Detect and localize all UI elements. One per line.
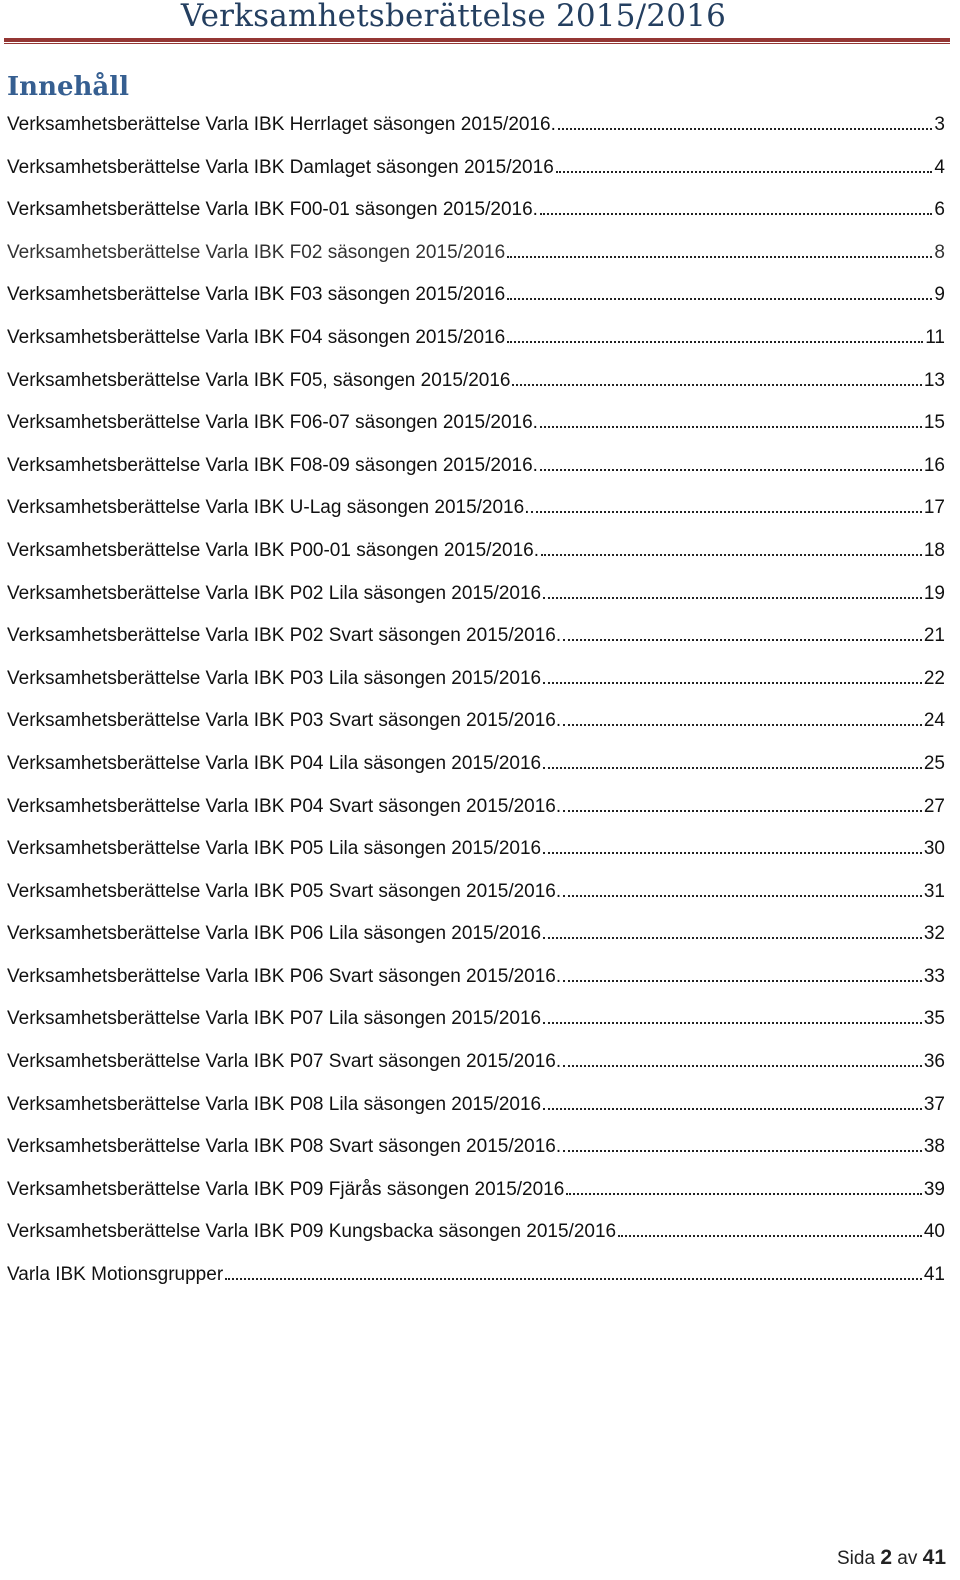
toc-entry[interactable] bbox=[7, 573, 945, 616]
toc-entry-title[interactable]: Verksamhetsberättelse Varla IBK P02 Lila säsongen 2015/2016 bbox=[7, 582, 542, 604]
footer-total-pages: 41 bbox=[922, 1546, 946, 1569]
toc-entry[interactable] bbox=[7, 871, 945, 914]
toc-entry-title[interactable]: Verksamhetsberättelse Varla IBK P09 Kungsbacka säsongen 2015/2016 bbox=[7, 1221, 617, 1243]
toc-entry[interactable] bbox=[7, 1041, 945, 1084]
toc-dot-leader bbox=[540, 469, 922, 471]
footer-separator: av bbox=[897, 1548, 918, 1569]
toc-entry[interactable] bbox=[7, 487, 945, 530]
toc-dot-leader bbox=[512, 384, 921, 386]
toc-entry[interactable] bbox=[7, 147, 945, 190]
toc-entry-title[interactable]: Verksamhetsberättelse Varla IBK P03 Lila säsongen 2015/2016 bbox=[7, 667, 542, 689]
toc-entry-page-number[interactable]: 32 bbox=[923, 923, 945, 945]
toc-entry-title[interactable]: Verksamhetsberättelse Varla IBK Damlaget säsongen 2015/2016 bbox=[7, 156, 554, 178]
toc-entry[interactable] bbox=[7, 530, 945, 573]
header-rule bbox=[4, 38, 950, 42]
toc-entry-page-number[interactable]: 33 bbox=[923, 965, 945, 987]
toc-dot-leader bbox=[507, 256, 932, 258]
toc-entry[interactable] bbox=[7, 700, 945, 743]
toc-dot-leader bbox=[507, 341, 923, 343]
toc-entry[interactable] bbox=[7, 274, 945, 317]
toc-entry[interactable] bbox=[7, 913, 945, 956]
toc-dot-leader bbox=[556, 171, 933, 173]
toc-entry-page-number[interactable]: 38 bbox=[923, 1136, 945, 1158]
toc-entry-page-number[interactable]: 22 bbox=[923, 667, 945, 689]
toc-entry-title[interactable]: Verksamhetsberättelse Varla IBK F04 säsongen 2015/2016 bbox=[7, 326, 506, 348]
toc-entry-page-number[interactable]: 6 bbox=[934, 199, 945, 221]
toc-entry-title[interactable]: Verksamhetsberättelse Varla IBK P06 Lila säsongen 2015/2016 bbox=[7, 923, 542, 945]
toc-entry[interactable] bbox=[7, 1169, 945, 1212]
toc-entry[interactable] bbox=[7, 360, 945, 403]
toc-entry-title[interactable]: Verksamhetsberättelse Varla IBK F06-07 säsongen 2015/2016. bbox=[7, 412, 538, 434]
toc-dot-leader bbox=[543, 767, 922, 769]
toc-entry-page-number[interactable]: 9 bbox=[934, 284, 945, 306]
toc-entry[interactable] bbox=[7, 1211, 945, 1254]
toc-entry-page-number[interactable]: 15 bbox=[923, 412, 945, 434]
document-title: Verksamhetsberättelse 2015/2016 bbox=[180, 0, 726, 34]
toc-dot-leader bbox=[543, 1022, 922, 1024]
toc-entry-title[interactable]: Verksamhetsberättelse Varla IBK P03 Svart säsongen 2015/2016. bbox=[7, 710, 562, 732]
toc-entry[interactable] bbox=[7, 956, 945, 999]
toc-entry-title[interactable]: Verksamhetsberättelse Varla IBK P07 Svart säsongen 2015/2016. bbox=[7, 1051, 562, 1073]
toc-entry-page-number[interactable]: 24 bbox=[923, 710, 945, 732]
toc-entry[interactable] bbox=[7, 998, 945, 1041]
toc-entry[interactable] bbox=[7, 1126, 945, 1169]
toc-dot-leader bbox=[558, 128, 933, 130]
toc-entry-title[interactable]: Verksamhetsberättelse Varla IBK P08 Svart säsongen 2015/2016. bbox=[7, 1136, 562, 1158]
toc-entry-page-number[interactable]: 11 bbox=[925, 326, 945, 348]
toc-entry-page-number[interactable]: 36 bbox=[923, 1051, 945, 1073]
toc-entry-title[interactable]: Verksamhetsberättelse Varla IBK U-Lag säsongen 2015/2016. bbox=[7, 497, 530, 519]
toc-entry[interactable] bbox=[7, 828, 945, 871]
header-rule-thin bbox=[4, 43, 950, 44]
toc-dot-leader bbox=[543, 1108, 922, 1110]
toc-entry-page-number[interactable]: 25 bbox=[923, 752, 945, 774]
toc-entry-page-number[interactable]: 37 bbox=[923, 1093, 945, 1115]
toc-dot-leader bbox=[531, 511, 921, 513]
toc-entry-page-number[interactable]: 21 bbox=[923, 625, 945, 647]
toc-dot-leader bbox=[543, 597, 922, 599]
toc-dot-leader bbox=[566, 1193, 922, 1195]
toc-entry-page-number[interactable]: 16 bbox=[923, 454, 945, 476]
toc-entry-page-number[interactable]: 19 bbox=[923, 582, 945, 604]
toc-entry-title[interactable]: Verksamhetsberättelse Varla IBK P00-01 säsongen 2015/2016. bbox=[7, 539, 539, 561]
toc-dot-leader bbox=[541, 554, 922, 556]
toc-entry[interactable] bbox=[7, 104, 945, 147]
toc-entry-title[interactable]: Verksamhetsberättelse Varla IBK P04 Lila säsongen 2015/2016 bbox=[7, 752, 542, 774]
toc-entry-page-number[interactable]: 8 bbox=[934, 241, 945, 263]
toc-entry-title[interactable]: Verksamhetsberättelse Varla IBK F03 säsongen 2015/2016 bbox=[7, 284, 506, 306]
toc-dot-leader bbox=[563, 1065, 922, 1067]
toc-entry-title[interactable]: Verksamhetsberättelse Varla IBK P07 Lila säsongen 2015/2016 bbox=[7, 1008, 542, 1030]
toc-entry[interactable] bbox=[7, 445, 945, 488]
toc-heading: Innehåll bbox=[7, 72, 130, 102]
toc-entry[interactable] bbox=[7, 1084, 945, 1127]
toc-entry-page-number[interactable]: 3 bbox=[934, 114, 945, 135]
toc-entry-page-number[interactable]: 40 bbox=[923, 1221, 945, 1243]
toc-dot-leader bbox=[563, 895, 922, 897]
table-of-contents bbox=[7, 104, 945, 1297]
toc-entry-title[interactable]: Verksamhetsberättelse Varla IBK P04 Svart säsongen 2015/2016. bbox=[7, 795, 562, 817]
page-header bbox=[0, 0, 960, 46]
toc-entry-page-number[interactable]: 17 bbox=[923, 497, 945, 519]
toc-entry-title[interactable]: Varla IBK Motionsgrupper bbox=[7, 1264, 224, 1286]
toc-entry-page-number[interactable]: 18 bbox=[923, 539, 945, 561]
toc-dot-leader bbox=[540, 426, 922, 428]
toc-entry-title[interactable]: Verksamhetsberättelse Varla IBK F05, säsongen 2015/2016 bbox=[7, 369, 511, 391]
toc-entry[interactable] bbox=[7, 743, 945, 786]
toc-entry-page-number[interactable]: 13 bbox=[923, 369, 945, 391]
toc-entry-title[interactable]: Verksamhetsberättelse Varla IBK P09 Fjärås säsongen 2015/2016 bbox=[7, 1178, 565, 1200]
toc-entry-page-number[interactable]: 35 bbox=[923, 1008, 945, 1030]
toc-entry-page-number[interactable]: 31 bbox=[923, 880, 945, 902]
toc-dot-leader bbox=[563, 810, 922, 812]
toc-entry[interactable] bbox=[7, 232, 945, 275]
toc-entry[interactable] bbox=[7, 402, 945, 445]
toc-entry-title[interactable]: Verksamhetsberättelse Varla IBK P05 Lila säsongen 2015/2016 bbox=[7, 838, 542, 860]
toc-dot-leader bbox=[563, 724, 922, 726]
toc-entry[interactable] bbox=[7, 615, 945, 658]
page-footer bbox=[837, 1546, 946, 1570]
toc-entry-page-number[interactable]: 27 bbox=[923, 795, 945, 817]
toc-entry[interactable] bbox=[7, 317, 945, 360]
toc-entry-title[interactable]: Verksamhetsberättelse Varla IBK P05 Svart säsongen 2015/2016. bbox=[7, 880, 562, 902]
toc-entry[interactable] bbox=[7, 189, 945, 232]
toc-entry-title[interactable]: Verksamhetsberättelse Varla IBK P02 Svart säsongen 2015/2016. bbox=[7, 625, 562, 647]
toc-dot-leader bbox=[618, 1235, 922, 1237]
toc-dot-leader bbox=[507, 298, 932, 300]
toc-dot-leader bbox=[543, 937, 922, 939]
toc-entry-page-number[interactable]: 30 bbox=[923, 838, 945, 860]
toc-entry-title[interactable]: Verksamhetsberättelse Varla IBK F02 säsongen 2015/2016 bbox=[7, 241, 506, 263]
toc-entry-page-number[interactable]: 4 bbox=[934, 156, 945, 178]
toc-dot-leader bbox=[563, 980, 922, 982]
toc-dot-leader bbox=[540, 213, 932, 215]
toc-entry-title[interactable]: Verksamhetsberättelse Varla IBK F08-09 säsongen 2015/2016. bbox=[7, 454, 538, 476]
toc-dot-leader bbox=[543, 682, 922, 684]
footer-current-page: 2 bbox=[880, 1546, 892, 1569]
toc-entry-title[interactable]: Verksamhetsberättelse Varla IBK F00-01 säsongen 2015/2016. bbox=[7, 199, 538, 221]
toc-dot-leader bbox=[563, 1150, 922, 1152]
toc-entry-page-number[interactable]: 39 bbox=[923, 1178, 945, 1200]
toc-dot-leader bbox=[563, 639, 922, 641]
toc-entry-page-number[interactable]: 41 bbox=[923, 1264, 945, 1286]
toc-dot-leader bbox=[225, 1278, 922, 1280]
toc-entry-title[interactable]: Verksamhetsberättelse Varla IBK Herrlaget säsongen 2015/2016. bbox=[7, 114, 556, 135]
toc-entry-title[interactable]: Verksamhetsberättelse Varla IBK P08 Lila säsongen 2015/2016 bbox=[7, 1093, 542, 1115]
toc-entry[interactable] bbox=[7, 786, 945, 829]
toc-entry[interactable] bbox=[7, 1254, 945, 1297]
toc-entry-title[interactable]: Verksamhetsberättelse Varla IBK P06 Svart säsongen 2015/2016. bbox=[7, 965, 562, 987]
footer-prefix: Sida bbox=[837, 1548, 876, 1569]
toc-dot-leader bbox=[543, 852, 922, 854]
toc-entry[interactable] bbox=[7, 658, 945, 701]
